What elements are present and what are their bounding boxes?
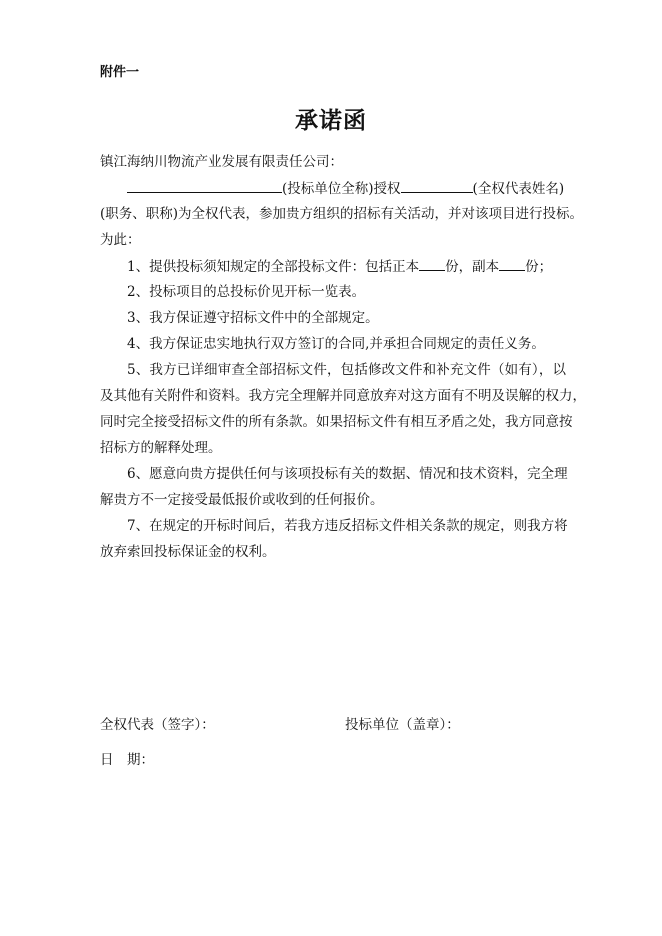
bidder-seal-label: 投标单位（盖章）：	[345, 717, 460, 733]
duplicate-copies-blank[interactable]	[499, 257, 525, 271]
item1-text: 份；	[525, 259, 553, 275]
body-line: (职务、职称)为全权代表，参加贵方组织的招标有关活动，并对该项目进行投标。	[100, 206, 584, 222]
body-line: 同时完全接受招标文件的所有条款。如果招标文件有相互矛盾之处，我方同意按	[100, 414, 573, 430]
addressee: 镇江海纳川物流产业发展有限责任公司：	[100, 154, 343, 170]
item1-text: 1、提供投标须知规定的全部投标文件：包括正本	[127, 259, 420, 275]
item-7: 7、在规定的开标时间后，若我方违反招标文件相关条款的规定，则我方将	[127, 518, 568, 534]
representative-name-blank[interactable]	[401, 179, 473, 193]
authorization-line	[127, 179, 564, 198]
item-5: 5、我方已详细审查全部招标文件，包括修改文件和补充文件（如有），以	[127, 362, 566, 378]
document-title: 承诺函	[295, 107, 367, 134]
attachment-label: 附件一	[100, 65, 140, 80]
item1-text: 份，副本	[445, 259, 500, 275]
body-line: 为此：	[100, 232, 141, 248]
item-1	[127, 257, 552, 276]
body-line: 解贵方不一定接受最低报价或收到的任何报价。	[100, 492, 384, 508]
item-3: 3、我方保证遵守招标文件中的全部规定。	[127, 310, 379, 326]
date-label: 日 期：	[100, 752, 154, 768]
body-line: 放弃索回投标保证金的权利。	[100, 544, 276, 560]
original-copies-blank[interactable]	[419, 257, 445, 271]
bidder-name-blank[interactable]	[127, 179, 282, 193]
item-6: 6、愿意向贵方提供任何与该项投标有关的数据、情况和技术资料，完全理	[127, 466, 568, 482]
body-line: 招标方的解释处理。	[100, 440, 222, 456]
body-line: 及其他有关附件和资料。我方完全理解并同意放弃对这方面有不明及误解的权力，	[100, 388, 586, 404]
item-4: 4、我方保证忠实地执行双方签订的合同,并承担合同规定的责任义务。	[127, 336, 545, 352]
representative-signature-label: 全权代表（签字）：	[100, 717, 215, 733]
auth-text-2: (全权代表姓名)	[472, 181, 565, 197]
item-2: 2、投标项目的总投标价见开标一览表。	[127, 284, 366, 300]
auth-text-1: (投标单位全称)授权	[282, 181, 401, 197]
